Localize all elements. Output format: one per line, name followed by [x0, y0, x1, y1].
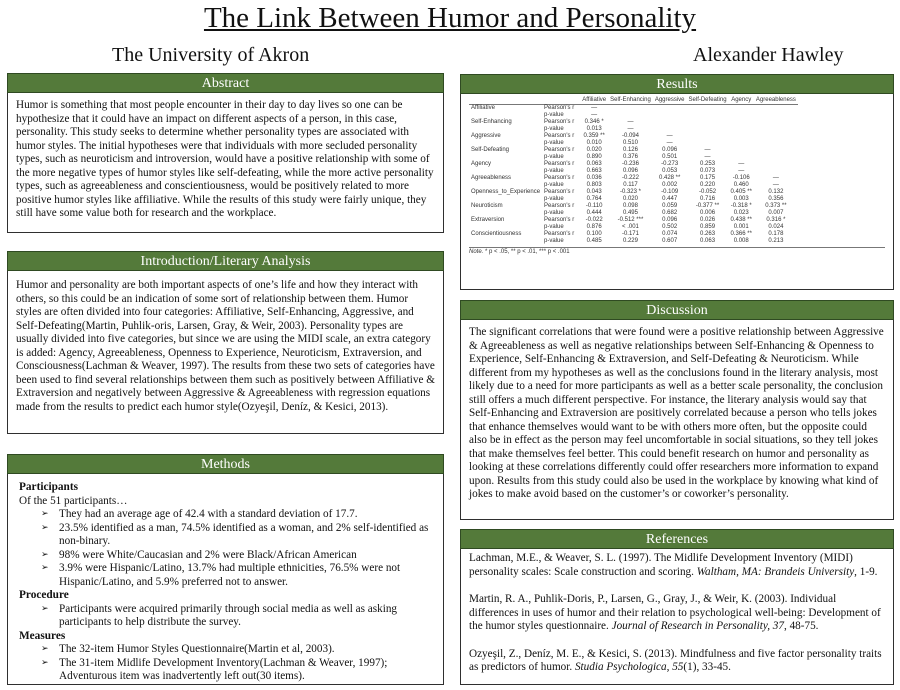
- table-cell: [729, 140, 754, 147]
- table-cell: [729, 112, 754, 119]
- row-variable: [469, 112, 542, 119]
- reference-source: Studia Psychologica, 55: [574, 661, 684, 673]
- table-cell: [653, 105, 687, 113]
- table-row: [469, 161, 798, 168]
- table-cell: 0.024: [768, 224, 784, 230]
- table-cell: 0.020: [586, 147, 602, 153]
- table-cell: 0.003: [733, 196, 749, 202]
- table-cell: 0.229: [622, 238, 638, 244]
- table-row: [469, 112, 798, 119]
- table-cell: -0.094: [621, 133, 639, 139]
- table-cell: 0.178: [768, 231, 784, 237]
- reference-item: [469, 648, 887, 675]
- table-cell: [687, 112, 729, 119]
- table-cell: 0.444: [586, 210, 602, 216]
- procedure-item: Participants were acquired primarily through social media as well as asking participants to help distribute the survey.: [59, 602, 398, 628]
- table-cell: —: [627, 119, 634, 125]
- intro-heading: Introduction/Literary Analysis: [7, 251, 444, 271]
- row-statistic: p-value: [544, 224, 564, 230]
- table-cell: 0.175: [700, 175, 716, 181]
- row-statistic: p-value: [544, 182, 564, 188]
- table-header-row: [469, 97, 798, 105]
- table-cell: [608, 112, 653, 119]
- reference-text: Martin, R. A., Puhlik-Doris, P., Larsen, G., Gray, J., & Weir, K. (2003). Individual differences in uses of humor and their relation to psychological well-being: Development of the humor styles questionnaire.: [469, 593, 881, 632]
- reference-tail: , 1-9.: [854, 565, 878, 578]
- table-cell: 0.485: [586, 238, 602, 244]
- column-header: Self-Defeating: [688, 97, 727, 103]
- column-header: Aggressive: [654, 97, 685, 103]
- table-cell: 0.023: [733, 210, 749, 216]
- table-cell: [729, 147, 754, 154]
- list-item: [19, 522, 437, 549]
- table-cell: 0.447: [662, 196, 678, 202]
- discussion-panel: [460, 300, 894, 520]
- table-cell: [729, 133, 754, 140]
- table-row: [469, 224, 798, 231]
- references-panel: [460, 529, 894, 685]
- table-cell: [653, 119, 687, 126]
- row-variable: Affiliative: [471, 105, 495, 111]
- measures-heading: Measures: [19, 629, 66, 642]
- measure-item: The 32-item Humor Styles Questionnaire(Martin et al, 2003).: [59, 643, 335, 655]
- table-cell: —: [704, 147, 711, 153]
- table-row: [469, 168, 798, 175]
- table-cell: 0.501: [662, 154, 678, 160]
- table-cell: [653, 126, 687, 133]
- table-row: [469, 238, 798, 245]
- abstract-panel: [7, 73, 444, 233]
- table-cell: [754, 126, 798, 133]
- participant-item: They had an average age of 42.4 with a standard deviation of 17.7.: [59, 508, 358, 520]
- row-statistic: p-value: [544, 238, 564, 244]
- row-variable: Self-Enhancing: [471, 119, 512, 125]
- table-cell: < .001: [622, 224, 639, 230]
- row-statistic: p-value: [544, 154, 564, 160]
- table-cell: -0.052: [699, 189, 717, 195]
- participant-item: 23.5% identified as a man, 74.5% identified as a woman, and 2% self-identified as non-binary.: [59, 521, 429, 547]
- table-cell: 0.100: [586, 231, 602, 237]
- table-cell: [754, 154, 798, 161]
- intro-text: Humor and personality are both important aspects of one’s life and how they interact with others, so this could be an indication of some sort of relationship between them. Humor styles are often divided into four categories: Affiliative, Self-Enhancing, Aggressive, and Self-Defeating(Martin, Puhlik-oris, Larsen, Gray, & Weir, 2003). Personality types are usually divided into five categories, but since we are using the MIDI scale, an extra category is added: Agency, Agreeableness, Openness to Experience, Neuroticism, Extraversion, and Consciousness(Lachman & Weaver, 1997). The results from these two sets of categories have been used to find several relationships between them such as positively between Affiliative & Extraversion and negatively between Aggressive & Agreeableness with regression equations made from the results to predict each humor style(Ozyeşil, Deníz, & Kesici, 2013).: [16, 279, 435, 413]
- row-variable: [469, 140, 542, 147]
- column-header: Agency: [729, 97, 754, 105]
- table-cell: 0.890: [586, 154, 602, 160]
- row-statistic: Pearson's r: [544, 147, 575, 153]
- table-cell: -0.273: [661, 161, 679, 167]
- table-cell: -0.222: [621, 175, 639, 181]
- table-cell: -0.323 *: [619, 189, 641, 195]
- participants-intro: Of the 51 participants…: [19, 494, 128, 507]
- table-cell: 0.859: [700, 224, 716, 230]
- reference-item: [469, 593, 887, 634]
- table-cell: [687, 140, 729, 147]
- table-cell: -0.318 *: [730, 203, 752, 209]
- list-item: [19, 643, 437, 657]
- table-row: [469, 133, 798, 140]
- measure-item: The 31-item Midlife Development Inventory(Lachman & Weaver, 1997); Adventurous item was inadvertently left out(30 items).: [59, 656, 388, 682]
- table-cell: 0.096: [622, 168, 638, 174]
- row-statistic: p-value: [544, 196, 564, 202]
- table-cell: 0.117: [623, 182, 638, 188]
- table-cell: [754, 133, 798, 140]
- reference-tail: , 48-75.: [783, 620, 819, 632]
- column-header: [542, 97, 580, 105]
- row-variable: [469, 196, 542, 203]
- table-cell: —: [591, 112, 598, 118]
- row-statistic: Pearson's r: [544, 231, 575, 237]
- arrow-bullet-icon: ➢: [41, 522, 49, 533]
- participant-item: 3.9% were Hispanic/Latino, 13.7% had multiple ethnicities, 76.5% were not Hispanic/Latino, and 5.9% preferred not to answer.: [59, 562, 401, 588]
- table-cell: 0.073: [700, 168, 716, 174]
- table-cell: 0.053: [662, 168, 678, 174]
- table-cell: 0.803: [586, 182, 602, 188]
- note-text: * p < .05, ** p < .01, *** p < .001: [485, 249, 570, 255]
- intro-panel: [7, 251, 444, 434]
- table-body: [469, 105, 798, 246]
- table-cell: -0.109: [661, 189, 679, 195]
- row-variable: [469, 182, 542, 189]
- column-header: Agreeableness: [755, 97, 796, 103]
- row-statistic: Pearson's r: [544, 189, 575, 195]
- table-cell: 0.002: [662, 182, 678, 188]
- table-cell: -0.110: [585, 203, 603, 209]
- row-statistic: Pearson's r: [544, 175, 575, 181]
- column-header: Affiliative: [582, 97, 607, 103]
- table-cell: 0.074: [662, 231, 678, 237]
- arrow-bullet-icon: ➢: [41, 657, 49, 668]
- table-cell: 0.096: [662, 217, 678, 223]
- table-cell: 0.502: [662, 224, 678, 230]
- table-cell: 0.716: [700, 196, 716, 202]
- table-cell: -0.171: [621, 231, 639, 237]
- table-cell: [729, 126, 754, 133]
- table-cell: [754, 161, 798, 168]
- row-statistic: Pearson's r: [544, 119, 575, 125]
- table-cell: -0.512 ***: [617, 217, 644, 223]
- table-cell: —: [738, 168, 745, 174]
- table-cell: 0.020: [622, 196, 638, 202]
- table-row: [469, 210, 798, 217]
- row-variable: [469, 224, 542, 231]
- row-statistic: Pearson's r: [544, 161, 575, 167]
- column-header: [469, 97, 542, 105]
- arrow-bullet-icon: ➢: [41, 563, 49, 573]
- table-row: [469, 175, 798, 182]
- table-row: [469, 140, 798, 147]
- table-cell: [729, 105, 754, 113]
- list-item: [19, 657, 437, 684]
- table-row: [469, 126, 798, 133]
- table-cell: [754, 147, 798, 154]
- table-cell: [754, 168, 798, 175]
- row-statistic: Pearson's r: [544, 105, 575, 111]
- row-variable: Neuroticism: [471, 203, 503, 209]
- row-variable: Agency: [471, 161, 492, 167]
- row-statistic: Pearson's r: [544, 203, 575, 209]
- arrow-bullet-icon: ➢: [41, 549, 49, 560]
- table-cell: 0.510: [622, 140, 638, 146]
- table-row: [469, 182, 798, 189]
- row-variable: Extraversion: [471, 217, 505, 223]
- table-cell: —: [704, 154, 711, 160]
- table-cell: 0.682: [662, 210, 678, 216]
- procedure-heading: Procedure: [19, 589, 69, 601]
- column-header: Self-Enhancing: [610, 97, 651, 103]
- abstract-heading: Abstract: [7, 73, 444, 93]
- results-heading: Results: [460, 74, 894, 94]
- discussion-text: The significant correlations that were found were a positive relationship between Aggressive & Agreeableness as well as negative relationships between Self-Enhancing & Openness to Experience, Self-Enhancing & Extraversion, and Self-Defeating & Neuroticism. While different from my hypotheses as well as the conclusions found in the literary analysis, most likely due to a need for more participants as well as a better scale personality, the conclusion still offers a much different perspective. For instance, the literary analysis would say that Self-Enhancing and Extraversion are positively correlated because a person who tells jokes that enhance themselves would want to be with others more often, but the opposite could also be in effect as the person may feel uncomfortable in social situations, so they tell jokes that make themselves feel better. This could benefit research on humor and personality as looking at these correlations differently could offer researchers more information to expand upon. Results from this study could also be used in the workplace by knowing what kind of jokes to make avoid based on the customer’s or coworker’s personality.: [469, 326, 884, 500]
- table-note: [469, 247, 885, 255]
- table-cell: 0.460: [733, 182, 749, 188]
- table-cell: 0.063: [700, 238, 716, 244]
- table-cell: 0.063: [586, 161, 602, 167]
- row-variable: Conscientiousness: [471, 231, 522, 237]
- table-cell: 0.132: [768, 189, 784, 195]
- table-row: [469, 154, 798, 161]
- table-cell: -0.106: [732, 175, 750, 181]
- table-cell: -0.236: [621, 161, 639, 167]
- row-variable: Agreeableness: [471, 175, 512, 181]
- table-cell: 0.495: [622, 210, 638, 216]
- results-panel: [460, 74, 894, 290]
- reference-text: Lachman, M.E., & Weaver, S. L. (1997). The Midlife Development Inventory (MIDI) personality scales: Scale construction and scoring.: [469, 552, 853, 578]
- table-cell: 0.316 *: [766, 217, 786, 223]
- row-variable: [469, 238, 542, 245]
- table-cell: 0.376: [622, 154, 638, 160]
- table-cell: [687, 133, 729, 140]
- table-row: [469, 147, 798, 154]
- results-table-wrap: [469, 97, 885, 255]
- reference-tail: (1), 33-45.: [683, 661, 731, 673]
- table-cell: 0.007: [768, 210, 784, 216]
- discussion-heading: Discussion: [460, 300, 894, 320]
- methods-body: [19, 481, 437, 684]
- table-cell: 0.010: [586, 140, 602, 146]
- table-cell: [687, 119, 729, 126]
- row-variable: [469, 154, 542, 161]
- table-cell: 0.263: [700, 231, 716, 237]
- participants-list: [19, 508, 437, 589]
- table-cell: 0.428 **: [658, 175, 681, 181]
- table-cell: [754, 119, 798, 126]
- row-statistic: p-value: [544, 168, 564, 174]
- author: Alexander Hawley: [693, 44, 844, 66]
- table-cell: 0.013: [586, 126, 602, 132]
- methods-panel: [7, 454, 444, 685]
- table-cell: —: [738, 161, 745, 167]
- table-cell: [754, 140, 798, 147]
- table-row: [469, 105, 798, 113]
- list-item: [19, 508, 437, 522]
- row-variable: [469, 126, 542, 133]
- table-row: [469, 196, 798, 203]
- table-cell: 0.220: [700, 182, 716, 188]
- table-cell: [687, 126, 729, 133]
- table-cell: —: [666, 133, 673, 139]
- note-label: Note.: [469, 249, 484, 255]
- table-cell: 0.026: [700, 217, 716, 223]
- table-row: [469, 189, 798, 196]
- list-item: [19, 562, 437, 589]
- row-variable: Aggressive: [471, 133, 501, 139]
- procedure-list: [19, 603, 437, 630]
- table-cell: [653, 112, 687, 119]
- institution: The University of Akron: [112, 44, 310, 66]
- table-cell: 0.764: [586, 196, 602, 202]
- table-cell: 0.876: [586, 224, 602, 230]
- reference-source: Journal of Research in Personality, 37: [611, 620, 784, 632]
- table-cell: 0.096: [662, 147, 678, 153]
- table-cell: [687, 105, 729, 113]
- row-statistic: p-value: [544, 210, 564, 216]
- table-cell: 0.059: [662, 203, 678, 209]
- row-statistic: Pearson's r: [544, 217, 575, 223]
- table-cell: -0.022: [585, 217, 603, 223]
- table-cell: —: [591, 105, 598, 111]
- table-cell: 0.346 *: [584, 119, 604, 125]
- row-statistic: p-value: [544, 126, 564, 132]
- table-cell: 0.006: [700, 210, 716, 216]
- table-cell: [729, 119, 754, 126]
- table-cell: 0.356: [768, 196, 784, 202]
- table-cell: —: [772, 182, 779, 188]
- table-cell: —: [627, 126, 634, 132]
- row-variable: Self-Defeating: [471, 147, 510, 153]
- participant-item: 98% were White/Caucasian and 2% were Black/African American: [59, 548, 357, 561]
- table-cell: 0.373 **: [765, 203, 787, 209]
- table-cell: 0.001: [733, 224, 749, 230]
- table-cell: 0.607: [662, 238, 678, 244]
- table-cell: 0.405 **: [730, 189, 752, 195]
- table-cell: 0.008: [733, 238, 749, 244]
- table-cell: 0.036: [586, 175, 602, 181]
- table-cell: [729, 154, 754, 161]
- references-list: [469, 552, 887, 689]
- table-row: [469, 217, 798, 224]
- table-cell: [754, 112, 798, 119]
- table-cell: 0.359 **: [583, 133, 605, 139]
- table-row: [469, 119, 798, 126]
- table-cell: -0.377 **: [695, 203, 720, 209]
- arrow-bullet-icon: ➢: [41, 644, 49, 654]
- table-cell: 0.126: [622, 147, 638, 153]
- table-cell: [608, 105, 653, 113]
- table-cell: —: [666, 140, 673, 146]
- references-heading: References: [460, 529, 894, 549]
- list-item: [19, 549, 437, 563]
- arrow-bullet-icon: ➢: [41, 603, 49, 614]
- list-item: [19, 603, 437, 630]
- measures-list: [19, 643, 437, 684]
- poster-title: The Link Between Humor and Personality: [203, 2, 697, 34]
- abstract-text: Humor is something that most people encounter in their day to day lives so one can be hypothesize that it could have an impact on different aspects of a person, in this case, personality. This study seeks to determine whether personality types are associated with humor styles. The initial hypotheses were that individuals with more secluded personality types, such as neuroticism and introversion, would have a positive relationship with some of the more negative types of humor styles like self-defeating, while the more active personality types, such as agreeableness and conscientiousness, would be positively related to more positive humor styles like affiliative. While the results of this study were fairly unique, they still have some value both for research and the workplace.: [16, 99, 434, 219]
- table-cell: —: [772, 175, 779, 181]
- row-statistic: p-value: [544, 112, 564, 118]
- row-statistic: Pearson's r: [544, 133, 575, 139]
- table-row: [469, 203, 798, 210]
- table-row: [469, 231, 798, 238]
- table-cell: 0.253: [700, 161, 716, 167]
- table-cell: 0.366 **: [730, 231, 752, 237]
- table-cell: 0.663: [586, 168, 602, 174]
- reference-text: Ozyeşil, Z., Deníz, M. E., & Kesici, S. (2013). Mindfulness and five factor personality traits as predictors of humor.: [469, 647, 882, 673]
- reference-item: [469, 552, 887, 579]
- table-cell: [754, 105, 798, 113]
- table-cell: 0.098: [622, 203, 638, 209]
- row-statistic: p-value: [544, 140, 564, 146]
- table-cell: 0.438 **: [730, 217, 752, 223]
- methods-heading: Methods: [7, 454, 444, 474]
- correlation-table: [469, 97, 798, 245]
- participants-heading: Participants: [19, 481, 78, 493]
- arrow-bullet-icon: ➢: [41, 509, 49, 519]
- table-cell: 0.213: [768, 238, 784, 244]
- row-variable: Openness_to_Experience: [471, 189, 541, 195]
- row-variable: [469, 168, 542, 175]
- table-cell: 0.043: [586, 189, 602, 195]
- row-variable: [469, 210, 542, 217]
- reference-source: Waltham, MA: Brandeis University: [696, 565, 855, 578]
